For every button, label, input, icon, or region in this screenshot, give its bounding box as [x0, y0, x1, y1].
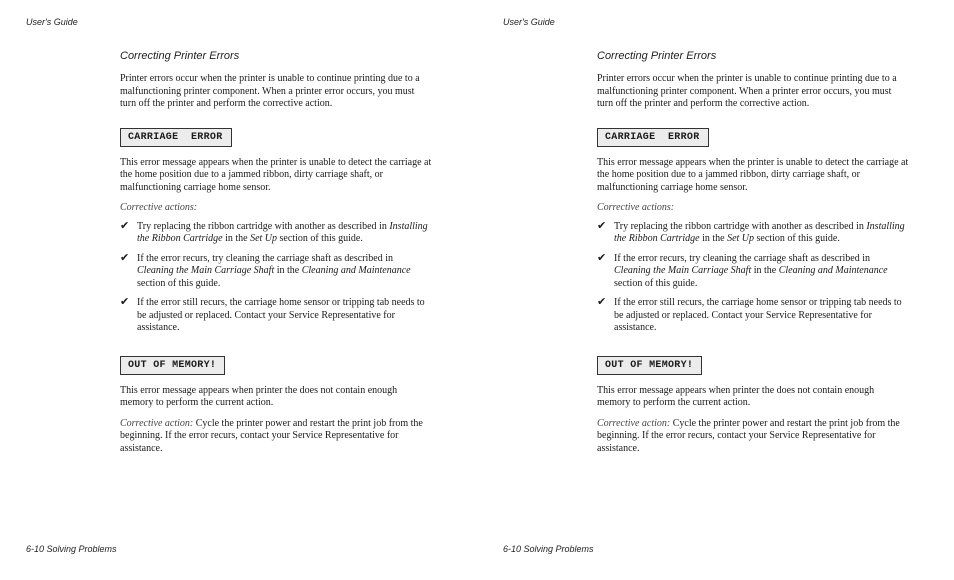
list-item: ✔ If the error still recurs, the carriage home sensor or tripping tab needs to be adjusted or replaced. Contact your Service Representative for assistance. — [120, 295, 425, 333]
right-page — [477, 0, 954, 580]
memory-error-code: OUT OF MEMORY! — [120, 356, 225, 375]
memory-error-description: This error message appears when printer the does not contain enough memory to perform the current action. — [120, 384, 398, 408]
memory-corrective-action: Corrective action: Cycle the printer power and restart the print job from the beginning. If the error recurs, contact your Service Representative for assistance. — [120, 417, 423, 454]
check-mark-icon: ✔ — [597, 250, 607, 264]
carriage-error-code: CARRIAGE ERROR — [597, 128, 709, 147]
cross-reference: Installing the Ribbon Cartridge — [614, 220, 905, 244]
check-mark-icon: ✔ — [120, 295, 130, 308]
running-foot: 6-10 Solving Problems — [503, 544, 594, 554]
page-content — [120, 50, 432, 455]
corrective-action-label: Corrective action: — [120, 417, 194, 429]
running-head: User's Guide — [26, 17, 78, 27]
list-item: ✔ If the error recurs, try cleaning the carriage shaft as described in Cleaning the Main Carriage Shaft in the Cleaning and Maintenance section of this guide. — [120, 250, 411, 289]
memory-error-code: OUT OF MEMORY! — [597, 356, 702, 375]
check-mark-icon: ✔ — [120, 218, 130, 232]
cross-reference: Installing the Ribbon Cartridge — [137, 220, 428, 244]
cross-reference: Cleaning the Main Carriage Shaft — [614, 265, 752, 276]
corrective-action-label: Corrective action: — [597, 417, 671, 429]
running-foot: 6-10 Solving Problems — [26, 544, 117, 554]
page-content — [597, 50, 909, 455]
cross-reference: Cleaning and Maintenance — [301, 265, 411, 276]
corrective-actions-list — [597, 218, 909, 335]
intro-paragraph: Printer errors occur when the printer is unable to continue printing due to a malfunctioning printer component. When a printer error occurs, you must turn off the printer and perform the corrective action. — [120, 73, 420, 109]
cross-reference: Cleaning and Maintenance — [778, 265, 888, 276]
running-head: User's Guide — [503, 17, 555, 27]
check-mark-icon: ✔ — [597, 218, 607, 232]
corrective-actions-list — [120, 218, 432, 335]
intro-paragraph: Printer errors occur when the printer is unable to continue printing due to a malfunctioning printer component. When a printer error occurs, you must turn off the printer and perform the corrective action. — [597, 73, 897, 109]
carriage-error-description: This error message appears when the printer is unable to detect the carriage at the home position due to a jammed ribbon, dirty carriage shaft, or malfunctioning carriage home sensor. — [120, 156, 432, 193]
list-item: ✔ Try replacing the ribbon cartridge with another as described in Installing the Ribbon Cartridge in the Set Up section of this guide. — [120, 218, 428, 244]
cross-reference: Cleaning the Main Carriage Shaft — [137, 265, 275, 276]
list-item: ✔ If the error recurs, try cleaning the carriage shaft as described in Cleaning the Main Carriage Shaft in the Cleaning and Maintenance section of this guide. — [597, 250, 888, 289]
carriage-error-description: This error message appears when the printer is unable to detect the carriage at the home position due to a jammed ribbon, dirty carriage shaft, or malfunctioning carriage home sensor. — [597, 156, 909, 193]
check-mark-icon: ✔ — [597, 295, 607, 308]
section-title: Correcting Printer Errors — [120, 50, 240, 62]
corrective-actions-label: Corrective actions: — [120, 202, 198, 213]
section-title: Correcting Printer Errors — [597, 50, 717, 62]
carriage-error-code: CARRIAGE ERROR — [120, 128, 232, 147]
list-item: ✔ Try replacing the ribbon cartridge with another as described in Installing the Ribbon Cartridge in the Set Up section of this guide. — [597, 218, 905, 244]
corrective-actions-label: Corrective actions: — [597, 202, 675, 213]
cross-reference: Set Up — [727, 233, 755, 244]
memory-corrective-action: Corrective action: Cycle the printer power and restart the print job from the beginning. If the error recurs, contact your Service Representative for assistance. — [597, 417, 900, 454]
memory-error-description: This error message appears when printer the does not contain enough memory to perform the current action. — [597, 384, 875, 408]
check-mark-icon: ✔ — [120, 250, 130, 264]
list-item: ✔ If the error still recurs, the carriage home sensor or tripping tab needs to be adjusted or replaced. Contact your Service Representative for assistance. — [597, 295, 902, 333]
cross-reference: Set Up — [250, 233, 278, 244]
